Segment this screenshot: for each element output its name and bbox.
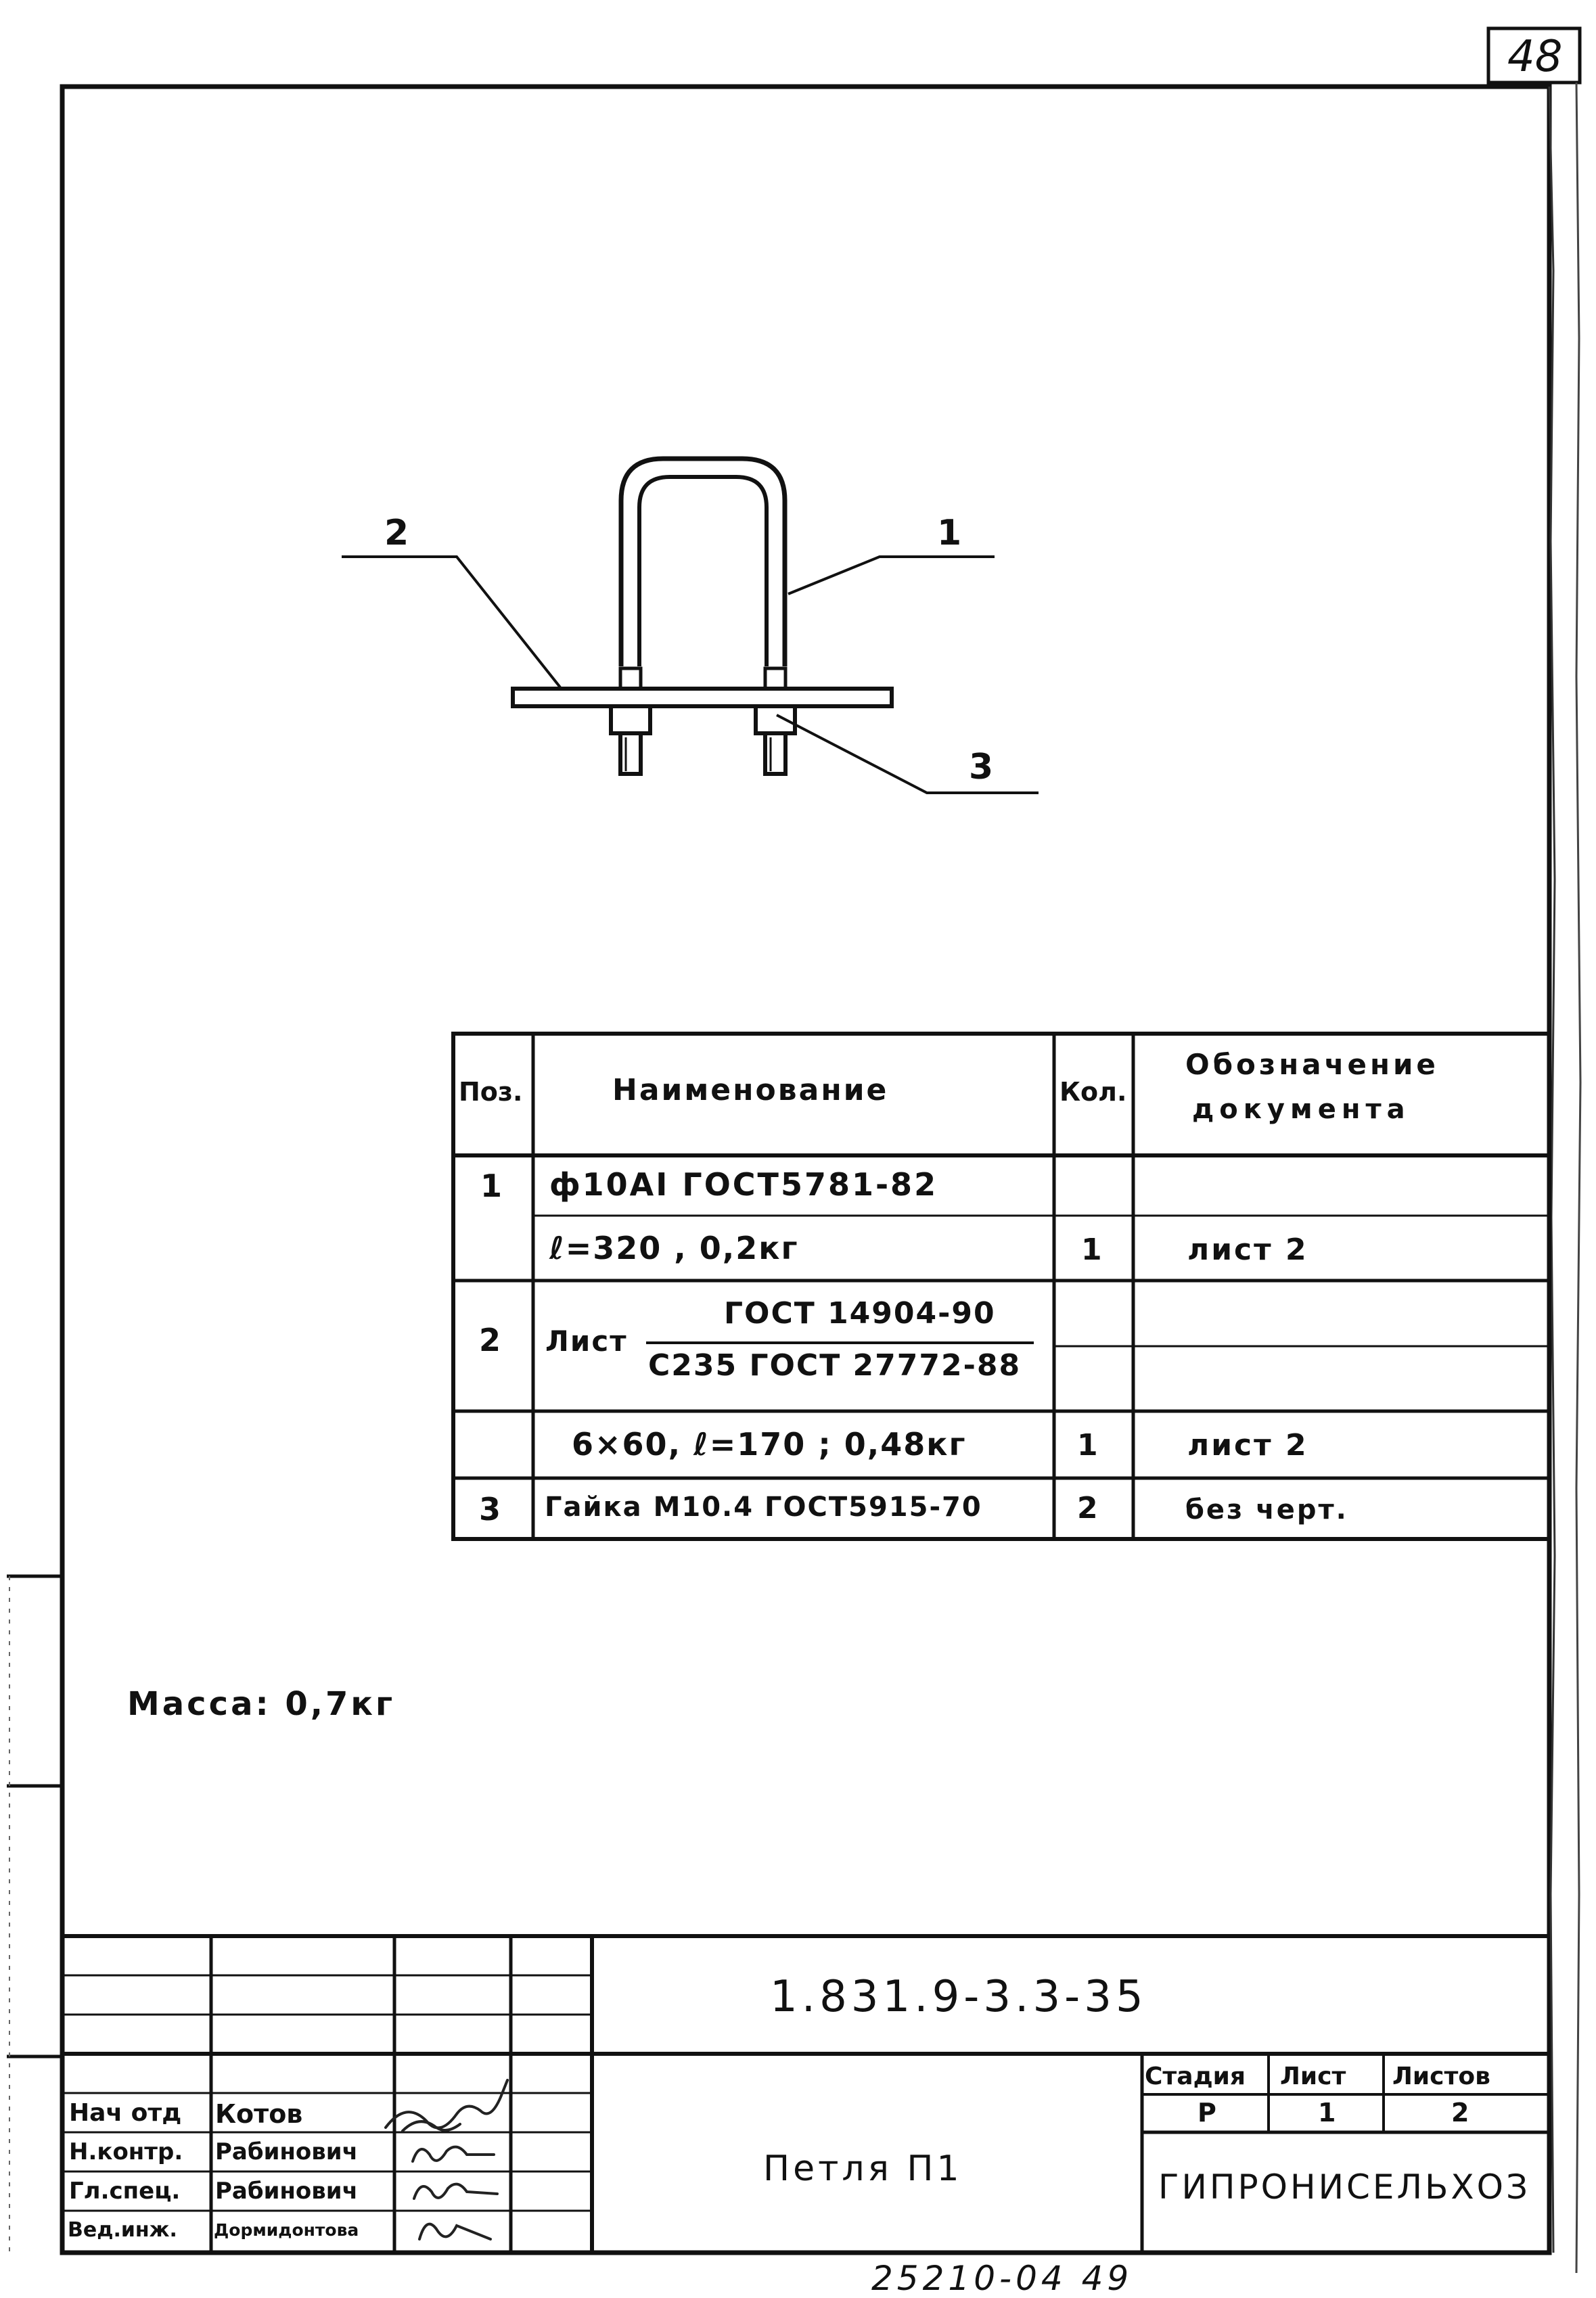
row3-name: Гайка М10.4 ГОСТ5915-70 (545, 1492, 982, 1523)
sheet-number: 48 (1507, 32, 1563, 82)
row2b-qty: 1 (1077, 1428, 1098, 1463)
row2-name-prefix: Лист (545, 1325, 628, 1358)
header-name: Наименование (612, 1073, 889, 1107)
row3-doc: без черт. (1185, 1494, 1348, 1525)
left-strip-lines (7, 1576, 62, 2056)
designation: 1.831.9-3.3-35 (770, 1972, 1147, 2022)
row3-qty: 2 (1077, 1491, 1098, 1525)
signer-role-2: Н.контр. (69, 2138, 183, 2165)
signer-name-4: Дормидонтова (214, 2220, 359, 2240)
row1b-name: ℓ=320 , 0,2кг (549, 1230, 799, 1266)
signer-role-3: Гл.спец. (69, 2178, 181, 2205)
row2-name-numerator: ГОСТ 14904-90 (724, 1296, 996, 1331)
header-doc-line2: документа (1192, 1094, 1411, 1125)
sheet-label: Лист (1280, 2063, 1346, 2090)
mass-note: Масса: 0,7кг (127, 1685, 396, 1723)
row2b-doc: лист 2 (1187, 1428, 1308, 1463)
row1b-doc: лист 2 (1187, 1233, 1308, 1267)
outer-edge-line (1576, 83, 1580, 2273)
callout-3: 3 (969, 747, 994, 787)
archive-number: 25210-04 49 (871, 2259, 1133, 2298)
row2-pos: 2 (479, 1322, 501, 1358)
signer-name-1: Котов (215, 2099, 303, 2129)
signatures (372, 2073, 521, 2253)
organization: ГИПРОНИСЕЛЬХОЗ (1158, 2167, 1531, 2207)
signer-role-1: Нач отд (69, 2099, 182, 2127)
sheets-label: Листов (1392, 2063, 1490, 2090)
sheet-value: 1 (1318, 2098, 1336, 2128)
part-drawing (342, 459, 1039, 793)
callout-2: 2 (384, 513, 409, 553)
stage-value: Р (1198, 2098, 1216, 2128)
row3-pos: 3 (479, 1491, 501, 1527)
header-doc-line1: Обозначение (1185, 1048, 1439, 1081)
header-qty: Кол. (1059, 1077, 1127, 1107)
sheets-value: 2 (1451, 2098, 1469, 2128)
row2b-name: 6×60, ℓ=170 ; 0,48кг (572, 1426, 967, 1463)
row1b-qty: 1 (1081, 1233, 1102, 1267)
signer-name-3: Рабинович (215, 2178, 358, 2205)
signer-role-4: Вед.инж. (68, 2218, 177, 2242)
callout-1: 1 (937, 513, 962, 553)
header-pos: Поз. (459, 1077, 523, 1107)
row1-pos: 1 (480, 1168, 503, 1204)
drawing-title: Петля П1 (763, 2148, 963, 2189)
signer-name-2: Рабинович (215, 2138, 358, 2165)
row1-name: ф10АI ГОСТ5781-82 (549, 1166, 938, 1203)
row2-name-denominator: С235 ГОСТ 27772-88 (648, 1348, 1022, 1383)
stage-label: Стадия (1145, 2063, 1246, 2090)
